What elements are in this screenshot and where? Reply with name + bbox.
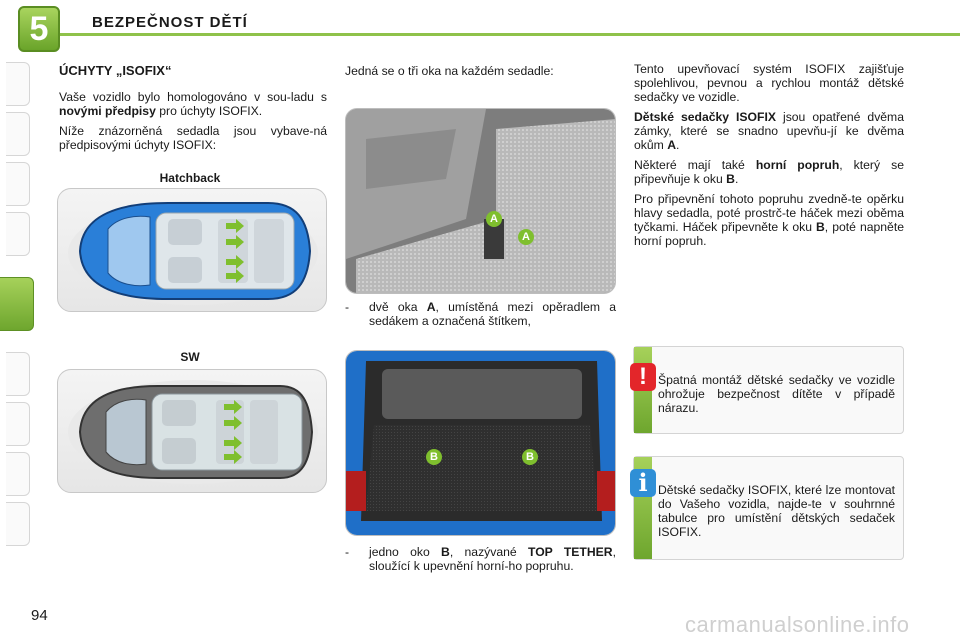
side-tab[interactable] (6, 62, 30, 106)
column-3-text (634, 62, 904, 254)
watermark: carmanualsonline.info (685, 612, 910, 637)
hatchback-diagram (57, 188, 327, 312)
trunk-photo (345, 350, 616, 536)
side-tab[interactable] (6, 162, 30, 206)
anchor-marker-a: A (518, 229, 534, 245)
header-rule (60, 33, 960, 36)
warning-note (633, 346, 904, 434)
info-note (633, 456, 904, 560)
rear-seat-photo (345, 108, 616, 294)
sw-car-illustration (58, 370, 327, 493)
bullet-item: - jedno oko B, nazývané TOP TETHER, sloužící k upevnění horní-ho popruhu. (345, 545, 616, 573)
info-text: Dětské sedačky ISOFIX, které lze montovat do Vašeho vozidla, najde-te v souhrnné tabulce pro umístění dětských sedaček ISOFIX. (658, 483, 895, 539)
bullet-item: - dvě oka A, umístěná mezi opěradlem a sedákem a označená štítkem, (345, 300, 616, 328)
chapter-title: BEZPEČNOST DĚTÍ (92, 14, 248, 31)
hatchback-label: Hatchback (159, 171, 221, 185)
side-tab[interactable] (6, 452, 30, 496)
side-tab[interactable] (6, 212, 30, 256)
warning-icon: ! (630, 363, 656, 391)
page-number: 94 (31, 607, 48, 624)
side-tab-active[interactable] (0, 277, 34, 331)
column-2-intro: Jedná se o tři oka na každém sedadle: (345, 64, 554, 78)
column-1-text (59, 90, 327, 158)
anchor-marker-b: B (522, 449, 538, 465)
side-tab[interactable] (6, 502, 30, 546)
paragraph: Některé mají také horní popruh, který se připevňuje k oku B. (634, 158, 904, 186)
paragraph: Vaše vozidlo bylo homologováno v sou-ladu s novými předpisy pro úchyty ISOFIX. (59, 90, 327, 118)
hatchback-car-illustration (58, 189, 327, 312)
paragraph: Tento upevňovací systém ISOFIX zajišťuje spolehlivou, pevnou a rychlou montáž dětské sedačky ve vozidle. (634, 62, 904, 104)
paragraph: Níže znázorněná sedadla jsou vybave-ná předpisovými úchyty ISOFIX: (59, 124, 327, 152)
anchor-marker-b: B (426, 449, 442, 465)
section-title: ÚCHYTY „ISOFIX“ (59, 63, 172, 78)
warning-text: Špatná montáž dětské sedačky ve vozidle ohrožuje bezpečnost dítěte v případě nárazu. (658, 373, 895, 415)
sw-diagram (57, 369, 327, 493)
side-tab[interactable] (6, 352, 30, 396)
paragraph: Dětské sedačky ISOFIX jsou opatřené dvěma zámky, které se snadno upevňu-jí ke dvěma okům A. (634, 110, 904, 152)
paragraph: Pro připevnění tohoto popruhu zvedně-te opěrku hlavy sedadla, poté prostrč-te háček mezi oběma tyčkami. Háček připevněte k oku B, poté napněte horní popruh. (634, 192, 904, 248)
side-tab[interactable] (6, 112, 30, 156)
anchor-marker-a: A (486, 211, 502, 227)
chapter-number-badge: 5 (18, 6, 60, 52)
sw-label: SW (180, 350, 200, 364)
info-icon: i (630, 469, 656, 497)
side-tab[interactable] (6, 402, 30, 446)
chapter-side-tabs (0, 62, 34, 582)
